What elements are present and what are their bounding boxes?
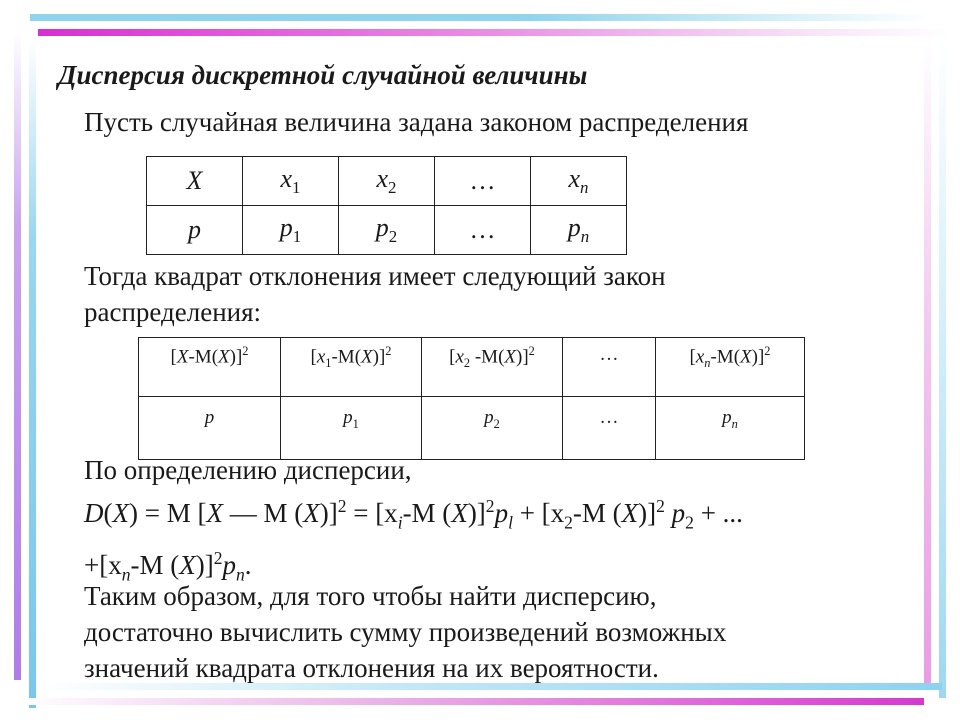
table-row: [147, 206, 627, 255]
deviation-paragraph: Тогда квадрат отклонения имеет следующий закон распределения:: [84, 261, 666, 327]
table-cell: $p_2$: [422, 397, 563, 460]
table-cell: p: [147, 206, 243, 255]
table-cell: $x_n$: [531, 157, 627, 206]
slide-title: Дисперсия дискретной случайной величины: [58, 60, 588, 90]
definition-paragraph: [84, 452, 743, 593]
table-cell: $p_1$: [243, 206, 339, 255]
table-cell: $x_2$: [339, 157, 435, 206]
table-cell: p: [139, 397, 281, 460]
frame-right-inner-bar: [939, 38, 946, 698]
frame-top-outer-bar: [30, 14, 930, 21]
table-cell: …: [563, 397, 656, 460]
table-cell: $[X-M(X)]^2$: [139, 338, 281, 397]
frame-top-inner-bar: [38, 29, 950, 36]
table-cell: $p_2$: [339, 206, 435, 255]
table-cell: $x_1$: [243, 157, 339, 206]
table-cell: …: [435, 157, 531, 206]
table-cell: [$x_2$ -M(X)]$^2$: [422, 338, 563, 397]
table-cell: …: [435, 206, 531, 255]
frame-bottom-inner-bar: [20, 698, 924, 705]
variance-formula-continued: $+[x_n-M$ $(X)]^2p_n$.: [84, 548, 252, 585]
variance-formula: D(X) = M [X — M $(X)]^2 = [x_i-M$ $(X)]^2p_l + [x_2-M$ (X)]$^2$ $p_2$ + ...: [84, 496, 743, 533]
table-row: [147, 157, 627, 206]
table-cell: X: [147, 157, 243, 206]
table-cell: …: [563, 338, 656, 397]
table-cell: $[x_n-M(X)]^2$: [656, 338, 805, 397]
frame-left-outer-bar: [14, 30, 21, 680]
squared-deviation-table: [138, 337, 805, 460]
table-cell: $p_n$: [656, 397, 805, 460]
distribution-table: [146, 156, 627, 255]
intro-paragraph: Пусть случайная величина задана законом распределения: [84, 107, 749, 137]
table-cell: $p_1$: [281, 397, 422, 460]
table-row: [139, 338, 805, 397]
conclusion-paragraph: Таким образом, для того чтобы найти дисперсию, достаточно вычислить сумму произведений возможных значений квадрата отклонения на их вероятности.: [84, 581, 727, 683]
table-cell: $[x_1-M(X)]^2$: [281, 338, 422, 397]
definition-intro: По определению дисперсии,: [84, 455, 412, 485]
frame-left-inner-bar: [29, 38, 36, 708]
frame-right-outer-bar: [924, 40, 931, 690]
table-cell: $p_n$: [531, 206, 627, 255]
table-row: [139, 397, 805, 460]
